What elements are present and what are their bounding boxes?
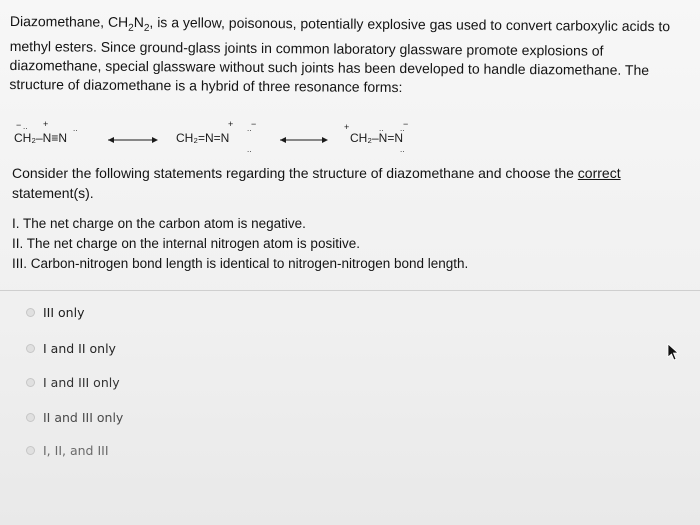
radio-button-4[interactable] — [26, 413, 35, 422]
radio-button-1[interactable] — [26, 308, 35, 317]
svg-text:−: − — [16, 120, 22, 130]
svg-text:..: .. — [247, 124, 252, 133]
answer-option-2-label: I and II only — [43, 340, 116, 356]
intro-paragraph — [9, 12, 682, 99]
svg-text:..: .. — [379, 124, 384, 133]
statement-3: III. Carbon-nitrogen bond length is identical to nitrogen-nitrogen bond length. — [12, 256, 469, 271]
answer-option-4-label: II and III only — [43, 409, 124, 425]
intro-line4: structure of diazomethane is a hybrid of three resonance forms: — [9, 75, 403, 95]
answer-option-1[interactable] — [0, 297, 700, 327]
svg-text:CH₂=N=N: CH₂=N=N — [176, 131, 230, 145]
statements-list — [12, 214, 672, 274]
statement-1: I. The net charge on the carbon atom is negative. — [12, 216, 306, 231]
resonance-form-3 — [344, 119, 408, 154]
svg-text:CH₂–N=N: CH₂–N=N — [350, 131, 404, 145]
mouse-pointer-icon — [667, 343, 679, 361]
answer-option-1-label: III only — [43, 304, 85, 320]
svg-text:−: − — [403, 119, 409, 129]
radio-button-2[interactable] — [26, 344, 35, 353]
emphasis-correct: correct — [577, 165, 621, 181]
divider — [0, 290, 700, 291]
svg-text:..: .. — [400, 145, 405, 154]
answer-option-5[interactable] — [0, 435, 700, 465]
answer-option-3-label: I and III only — [43, 374, 120, 390]
intro-line2: methyl esters. Since ground-glass joints in common laboratory glassware promote explosions of — [9, 37, 604, 59]
svg-text:+: + — [228, 119, 234, 129]
radio-button-5[interactable] — [26, 446, 35, 455]
answer-option-5-label: I, II, and III — [43, 442, 109, 458]
resonance-form-1 — [14, 119, 77, 145]
intro-line1: Diazomethane, $CH_2N_2$, is a yellow, poisonous, potentially explosive gas used to convert carboxylic acids to — [9, 12, 671, 35]
resonance-arrow-2 — [280, 137, 328, 143]
svg-text:..: .. — [400, 124, 405, 133]
resonance-arrow-1 — [108, 137, 158, 143]
answer-option-4[interactable] — [0, 402, 700, 432]
question-prompt: Consider the following statements regarding the structure of diazomethane and choose the correct statement(s). — [12, 165, 621, 201]
statement-2: II. The net charge on the internal nitrogen atom is positive. — [12, 236, 360, 251]
svg-text:..: .. — [247, 145, 252, 154]
svg-text:..: .. — [23, 122, 28, 131]
svg-text:+: + — [43, 119, 49, 129]
svg-text:CH₂–N≡N: CH₂–N≡N — [14, 131, 67, 145]
radio-button-3[interactable] — [26, 378, 35, 387]
resonance-form-2 — [176, 119, 256, 154]
svg-text:−: − — [251, 119, 257, 129]
svg-text:+: + — [344, 122, 350, 132]
intro-line3: diazomethane, special glassware without such joints has been developed to handle diazomethane. The — [9, 56, 650, 78]
answer-option-3[interactable] — [0, 367, 700, 397]
svg-text:..: .. — [73, 124, 78, 133]
resonance-forms — [0, 118, 700, 158]
answer-option-2[interactable] — [0, 333, 700, 363]
